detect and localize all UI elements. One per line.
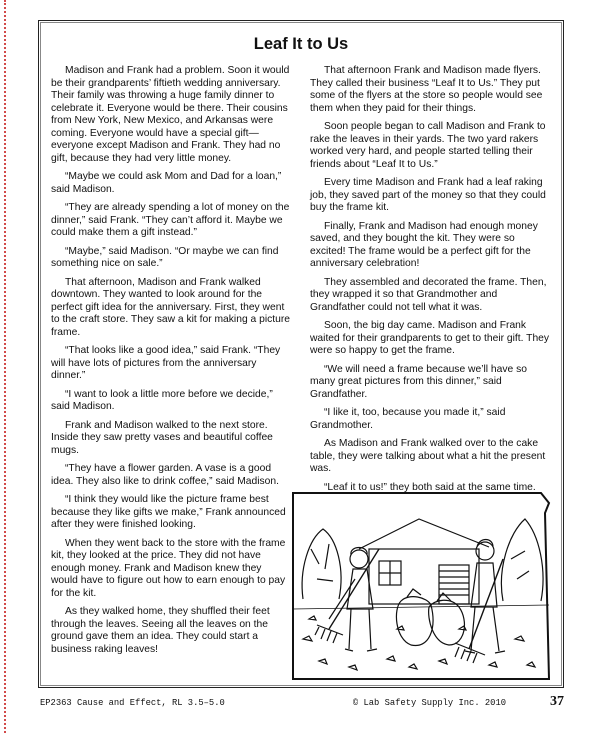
story-paragraph: Madison and Frank had a problem. Soon it would be their grandparents’ fiftieth wedding anniversary. Their family was throwing a huge family dinner to celebrate it. Everyone would be there. Their cousins from New York, New Mexico, and Arkansas were coming. Everyone would have a special gift—everyone except Madison and Frank. They had no gift, because they had very little money. xyxy=(51,65,290,164)
page-number: 37 xyxy=(550,694,564,709)
story-column-right xyxy=(310,65,550,500)
story-column-left xyxy=(51,65,291,662)
story-paragraph: Soon, the big day came. Madison and Frank waited for their grandparents to get to their gift. They were so happy to get the frame. xyxy=(310,320,550,356)
story-paragraph: “I like it, too, because you made it,” said Grandmother. xyxy=(310,407,506,431)
story-paragraph: As they walked home, they shuffled their feet through the leaves. Seeing all the leaves on the ground gave them an idea. They could start a business raking leaves! xyxy=(51,606,270,655)
footer-book-code: EP2363 Cause and Effect, RL 3.5–5.0 xyxy=(40,698,225,708)
story-paragraph: “Leaf it to us!” they both said at the same time. xyxy=(324,481,536,493)
story-paragraph: That afternoon, Madison and Frank walked downtown. They wanted to look around for the perfect gift idea for the anniversary. First, they went to the craft store. They saw a kit for making a picture frame. xyxy=(51,276,291,338)
story-paragraph: “Maybe we could ask Mom and Dad for a loan,” said Madison. xyxy=(51,171,282,195)
story-paragraph: That afternoon Frank and Madison made flyers. They called their business “Leaf It to Us.” They put some of the flyers at the store so people would see them when they paid for their things. xyxy=(310,65,543,114)
story-paragraph: “They have a flower garden. A vase is a good idea. They also like to drink coffee,” said Madison. xyxy=(51,463,279,487)
story-paragraph: When they went back to the store with the frame kit, they looked at the price. They did not have enough money. Frank and Madison knew they would have to figure out how to earn enough to pay for the kit. xyxy=(51,537,286,599)
page-title: Leaf It to Us xyxy=(253,35,349,53)
worksheet-frame xyxy=(38,20,564,688)
story-paragraph: They assembled and decorated the frame. Then, they wrapped it so that Grandmother and Grandfather could not tell what it was. xyxy=(310,276,547,313)
story-paragraph: Soon people began to call Madison and Frank to rake the leaves in their yards. The two yard rakers worked very hard, and people started telling their friends about “Leaf It to Us.” xyxy=(310,121,546,170)
story-paragraph: Frank and Madison walked to the next store. Inside they saw pretty vases and beautiful coffee mugs. xyxy=(51,419,273,456)
story-paragraph: Every time Madison and Frank had a leaf raking job, they saved part of the money so that they could buy the frame kit. xyxy=(310,177,546,213)
story-paragraph: “Maybe,” said Madison. “Or maybe we can find something nice on sale.” xyxy=(51,245,279,269)
story-paragraph: “They are already spending a lot of money on the dinner,” said Frank. “They can’t afford it. Maybe we could make them a gift instead.” xyxy=(51,202,290,238)
story-paragraph: “I think they would like the picture frame best because they like gifts we make,” Frank announced after they were finished looking. xyxy=(51,494,286,530)
leaf-raking-illustration xyxy=(289,489,553,683)
perforation-line xyxy=(4,0,6,733)
story-paragraph: “We will need a frame because we’ll have so many great pictures from this dinner,” said Grandfather. xyxy=(310,363,527,400)
story-paragraph: Finally, Frank and Madison had enough money saved, and they bought the kit. They were so excited! The frame would be a perfect gift for the anniversary celebration! xyxy=(310,220,538,269)
story-paragraph: As Madison and Frank walked over to the cake table, they were talking about what a hit the present was. xyxy=(310,438,546,474)
story-paragraph: “That looks like a good idea,” said Frank. “They will have lots of pictures from the anniversary dinner.” xyxy=(51,345,281,381)
story-paragraph: “I want to look a little more before we decide,” said Madison. xyxy=(51,388,273,412)
footer-copyright: © Lab Safety Supply Inc. 2010 xyxy=(352,698,506,708)
